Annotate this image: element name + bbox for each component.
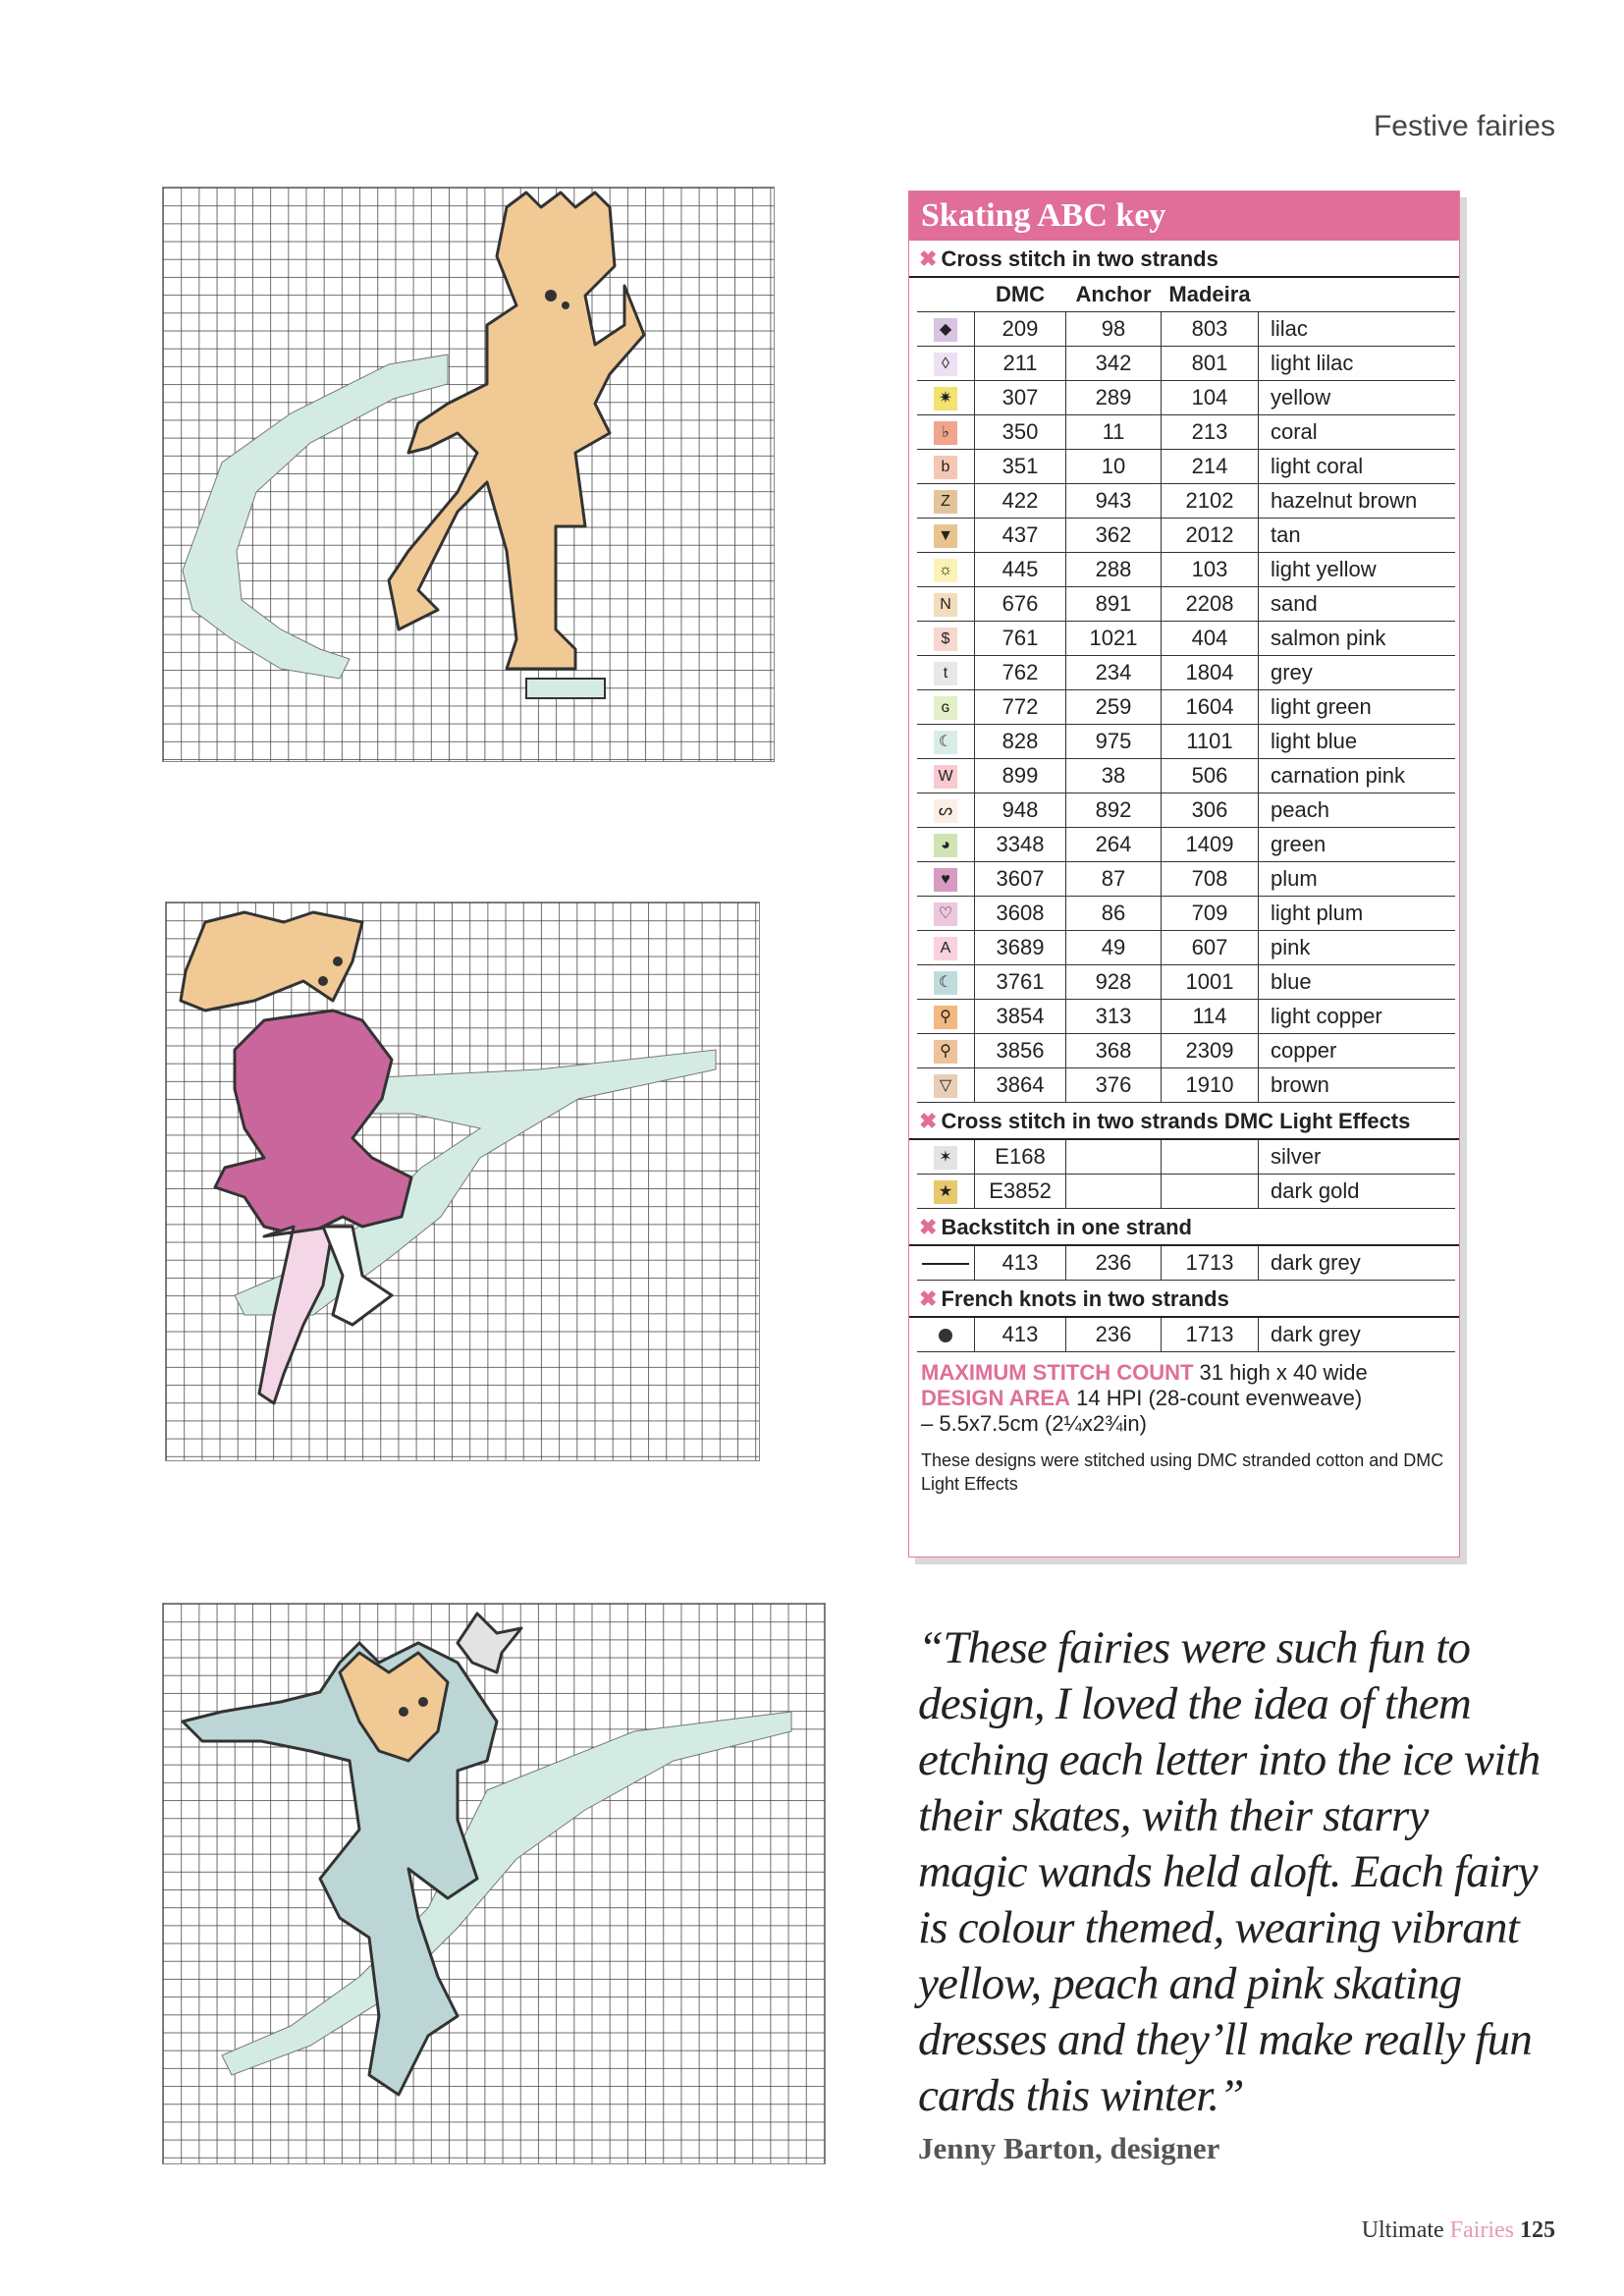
colour-swatch-icon: ☼ [934,559,957,582]
stitch-key-panel [908,191,1460,1558]
backstitch-line-icon [922,1263,969,1265]
french-knots-table [917,1318,1455,1352]
table-row: ✶ E168 silver [917,1140,1455,1175]
designer-quote: “These fairies were such fun to design, I loved the idea of them etching each letter into the ice with their skates, with their starry magic wands held aloft. Each fairy is colour themed, wearing vibrant yellow, peach and pink skating dresses and they’ll make really fun cards this winter.” [918,1622,1541,2121]
page-number: 125 [1520,2217,1555,2243]
table-row: ☾ 828 975 1101 light blue [917,725,1455,759]
stitch-count-info: MAXIMUM STITCH COUNT 31 high x 40 wide DESIGN AREA 14 HPI (28-count evenweave) – 5.5x7.5cm (2¼x2¾in) [921,1360,1368,1436]
colour-swatch-icon: ◊ [934,353,957,376]
colour-swatch-icon: b [934,456,957,479]
table-row: ▼ 437 362 2012 tan [917,519,1455,553]
table-row: 413 236 1713 dark grey [917,1246,1455,1281]
colour-swatch-icon: ★ [934,1180,957,1204]
colour-swatch-icon: ⚲ [934,1040,957,1064]
colour-swatch-icon: W [934,765,957,789]
colour-swatch-icon: $ [934,628,957,651]
table-row: N 676 891 2208 sand [917,587,1455,622]
materials-note: These designs were stitched using DMC stranded cotton and DMC Light Effects [921,1450,1444,1494]
table-row: ✷ 307 289 104 yellow [917,381,1455,415]
table-row: $ 761 1021 404 salmon pink [917,622,1455,656]
section-title: Festive fairies [1373,110,1555,142]
chart-3-motif [163,1604,825,2163]
cross-icon: ✖ [919,1109,938,1133]
table-row: t 762 234 1804 grey [917,656,1455,690]
table-row: ☼ 445 288 103 light yellow [917,553,1455,587]
cross-icon: ✖ [919,1286,938,1311]
table-row: ◊ 211 342 801 light lilac [917,347,1455,381]
colour-swatch-icon: Z [934,490,957,514]
table-row: 413 236 1713 dark grey [917,1318,1455,1352]
colour-swatch-icon: ☾ [934,971,957,995]
cross-stitch-table [917,278,1455,1103]
backstitch-table [917,1246,1455,1281]
french-knot-icon [939,1329,952,1342]
table-row: ▽ 3864 376 1910 brown [917,1068,1455,1103]
colour-swatch-icon: ◕ [934,834,957,857]
dmc-header: DMC [975,278,1066,312]
french-knots-heading: ✖ French knots in two strands [909,1281,1459,1318]
backstitch-heading: ✖ Backstitch in one strand [909,1209,1459,1246]
colour-swatch-icon: ✶ [934,1146,957,1170]
cross-stitch-chart-3 [162,1603,826,2164]
table-row: b 351 10 214 light coral [917,450,1455,484]
cross-icon: ✖ [919,1215,938,1239]
key-header-row [917,278,1455,312]
table-row: ◕ 3348 264 1409 green [917,828,1455,862]
colour-swatch-icon: ☾ [934,731,957,754]
colour-swatch-icon: ♡ [934,902,957,926]
symbol-header [917,278,975,312]
colour-swatch-icon: ᔕ [934,799,957,823]
cross-stitch-chart-1 [162,187,775,762]
key-title: Skating ABC key [909,191,1459,241]
colour-swatch-icon: ♭ [934,421,957,445]
colour-swatch-icon: ▽ [934,1074,957,1098]
colour-swatch-icon: t [934,662,957,685]
cross-stitch-chart-2 [165,902,760,1461]
table-row: ★ E3852 dark gold [917,1175,1455,1209]
chart-1-motif [163,188,774,761]
anchor-header: Anchor [1066,278,1162,312]
colour-swatch-icon: A [934,937,957,960]
madeira-header: Madeira [1162,278,1259,312]
table-row: ɢ 772 259 1604 light green [917,690,1455,725]
table-row: ☾ 3761 928 1001 blue [917,965,1455,1000]
colour-swatch-icon: ◆ [934,318,957,342]
colour-swatch-icon: N [934,593,957,617]
table-row: A 3689 49 607 pink [917,931,1455,965]
table-row: ♭ 350 11 213 coral [917,415,1455,450]
table-row: W 899 38 506 carnation pink [917,759,1455,793]
table-row: ♡ 3608 86 709 light plum [917,897,1455,931]
table-row: Z 422 943 2102 hazelnut brown [917,484,1455,519]
colour-swatch-icon: ♥ [934,868,957,892]
light-effects-heading: ✖ Cross stitch in two strands DMC Light Effects [909,1103,1459,1140]
table-row: ⚲ 3856 368 2309 copper [917,1034,1455,1068]
light-effects-table [917,1140,1455,1209]
table-row: ◆ 209 98 803 lilac [917,312,1455,347]
page-footer: Ultimate Fairies 125 [1361,2217,1555,2243]
chart-2-motif [166,902,759,1460]
colour-swatch-icon: ✷ [934,387,957,410]
cross-icon: ✖ [919,246,938,271]
table-row: ♥ 3607 87 708 plum [917,862,1455,897]
colour-swatch-icon: ⚲ [934,1006,957,1029]
cross-stitch-heading: ✖ Cross stitch in two strands [909,241,1459,278]
colour-swatch-icon: ▼ [934,524,957,548]
colour-name-header [1259,278,1456,312]
colour-swatch-icon: ɢ [934,696,957,720]
table-row: ᔕ 948 892 306 peach [917,793,1455,828]
table-row: ⚲ 3854 313 114 light copper [917,1000,1455,1034]
quote-byline: Jenny Barton, designer [918,2131,1220,2165]
